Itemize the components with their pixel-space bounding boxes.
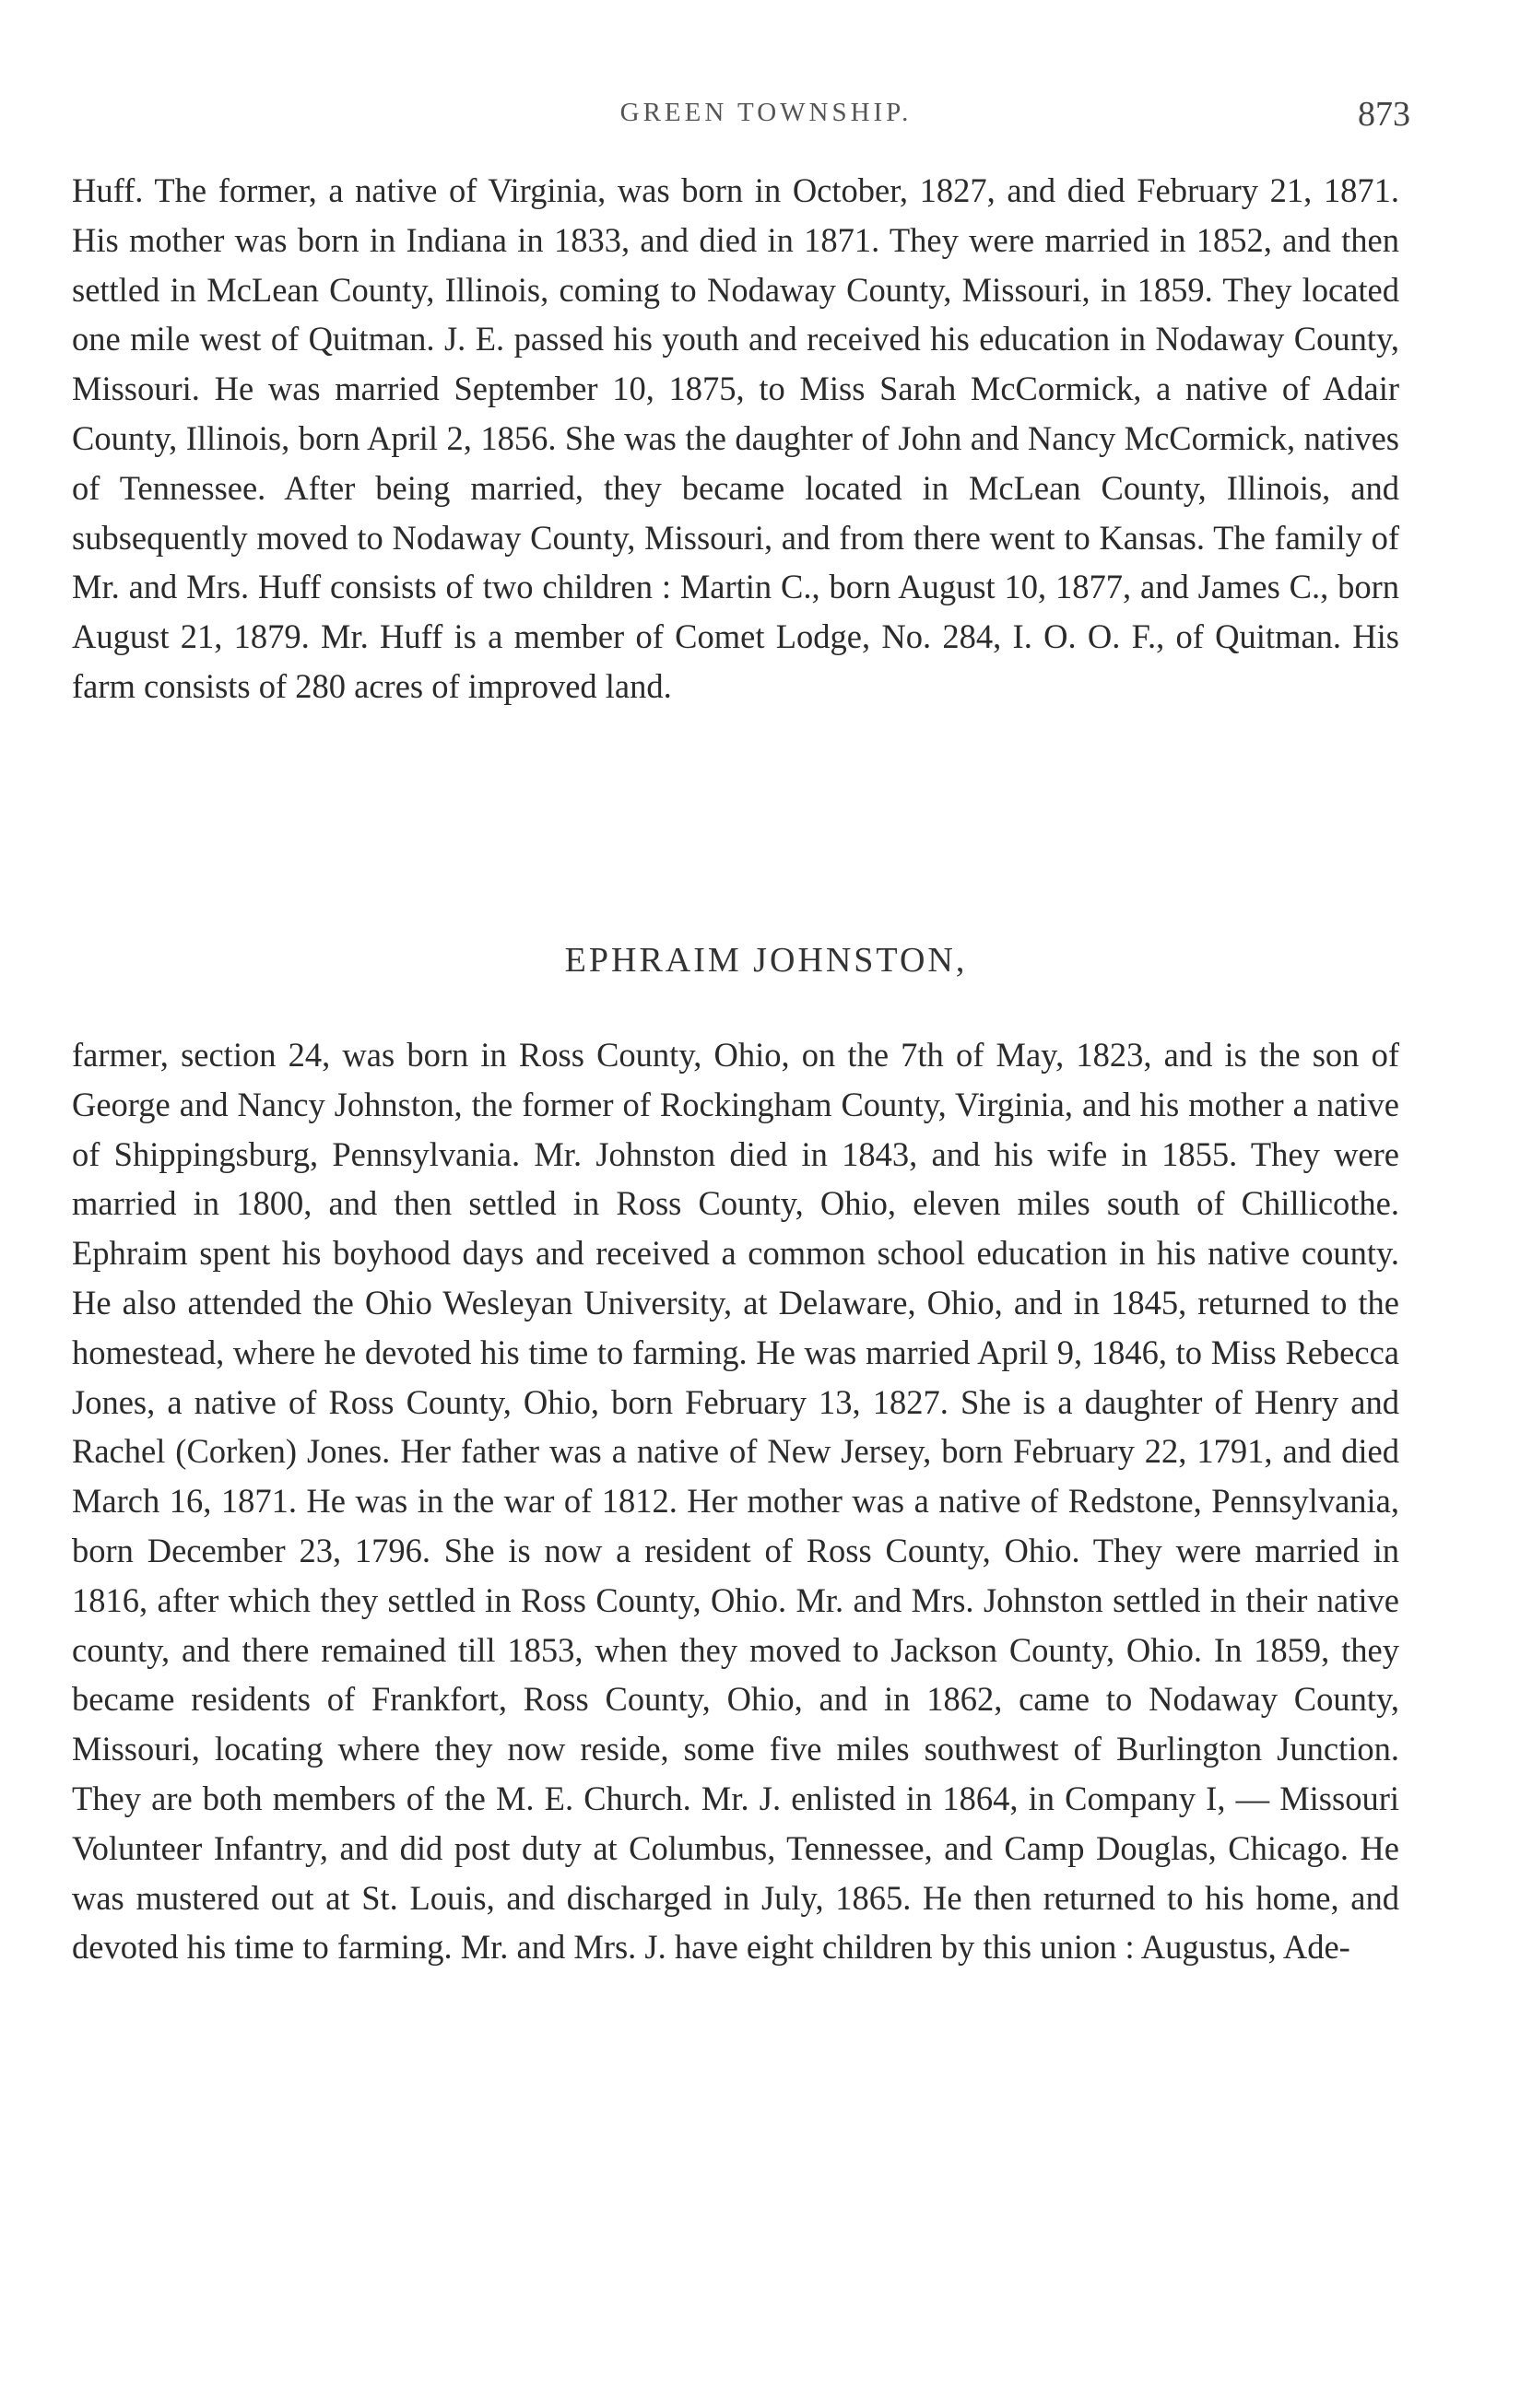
running-title: GREEN TOWNSHIP. xyxy=(619,98,913,127)
johnston-biography xyxy=(72,1030,1399,1972)
johnston-biography-paragraph: farmer, section 24, was born in Ross County, Ohio, on the 7th of May, 1823, and is the son of George and Nancy Johnston, the former of Rockingham County, Virginia, and his mother a native of Shippingsburg, Pennsylvania. Mr. Johnston died in 1843, and his wife in 1855. They were married in 1800, and then settled in Ross County, Ohio, eleven miles south of Chillicothe. Ephraim spent his boyhood days and received a common school education in his native county. He also attended the Ohio Wesleyan University, at Delaware, Ohio, and in 1845, returned to the homestead, where he devoted his time to farming. He was married April 9, 1846, to Miss Rebecca Jones, a native of Ross County, Ohio, born February 13, 1827. She is a daughter of Henry and Rachel (Corken) Jones. Her father was a native of New Jersey, born February 22, 1791, and died March 16, 1871. He was in the war of 1812. Her mother was a native of Redstone, Pennsylvania, born December 23, 1796. She is now a resident of Ross County, Ohio. They were married in 1816, after which they settled in Ross County, Ohio. Mr. and Mrs. Johnston settled in their native county, and there remained till 1853, when they moved to Jackson County, Ohio. In 1859, they became residents of Frankfort, Ross County, Ohio, and in 1862, came to Nodaway County, Missouri, locating where they now reside, some five miles southwest of Burlington Junction. They are both members of the M. E. Church. Mr. J. enlisted in 1864, in Company I, — Missouri Volunteer Infantry, and did post duty at Columbus, Tennessee, and Camp Douglas, Chicago. He was mustered out at St. Louis, and discharged in July, 1865. He then returned to his home, and devoted his time to farming. Mr. and Mrs. J. have eight children by this union : Augustus, Ade- xyxy=(72,1036,1399,1967)
continued-biography-paragraph: Huff. The former, a native of Virginia, was born in October, 1827, and died February 21, 1871. His mother was born in Indiana in 1833, and died in 1871. They were married in 1852, and then settled in McLean County, Illinois, coming to Nodaway County, Missouri, in 1859. They located one mile west of Quitman. J. E. passed his youth and received his education in Nodaway County, Missouri. He was married September 10, 1875, to Miss Sarah McCormick, a native of Adair County, Illinois, born April 2, 1856. She was the daughter of John and Nancy McCormick, natives of Tennessee. After being married, they became located in McLean County, Illinois, and subsequently moved to Nodaway County, Missouri, and from there went to Kansas. The family of Mr. and Mrs. Huff consists of two children : Martin C., born August 10, 1877, and James C., born August 21, 1879. Mr. Huff is a member of Comet Lodge, No. 284, I. O. O. F., of Quitman. His farm consists of 280 acres of improved land. xyxy=(72,171,1399,705)
continued-biography xyxy=(72,166,1399,711)
running-head xyxy=(0,90,1532,136)
page-number: 873 xyxy=(1358,95,1410,134)
biography-heading: EPHRAIM JOHNSTON, xyxy=(564,941,968,980)
